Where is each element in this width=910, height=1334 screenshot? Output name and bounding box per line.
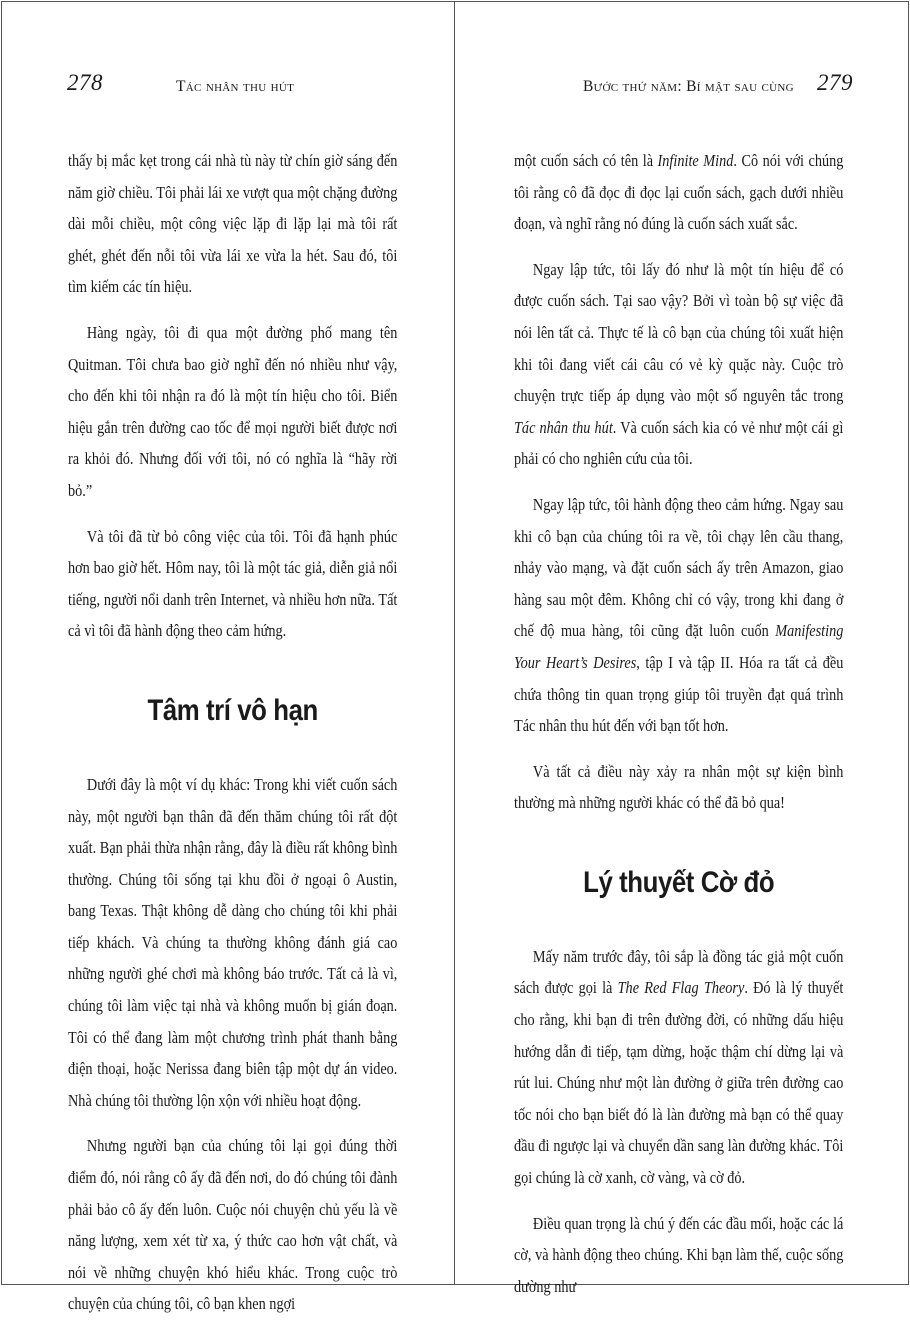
running-head: Bước thứ năm: Bí mật sau cùng [583, 78, 794, 95]
book-title: The Red Flag Theory [617, 978, 745, 998]
left-page [0, 0, 454, 1314]
paragraph-text: một cuốn sách có tên là [514, 151, 658, 170]
paragraph: Nhưng người bạn của chúng tôi lại gọi đúng thời điểm đó, nói rằng cô ấy đã đến nơi, do đó chúng tôi đành phải bảo cô ấy đến luôn. Cuộc nói chuyện chủ yếu là về năng lượng, xem xét từ xa, ý thức cao hơn vật chất, và nói về những chuyện khó hiểu khác. Trong cuộc trò chuyện của chúng tôi, cô bạn khen ngợi [68, 1136, 398, 1314]
paragraph-text: . Đó là lý thuyết cho rằng, khi bạn đi trên đường đời, có những dấu hiệu hướng dẫn đi tiếp, tạm dừng, hoặc thậm chí dừng lại và rút lui. Chúng như một làn đường ở giữa trên đường cao tốc nói cho bạn biết đó là làn đường mà bạn có thể quay đầu đi ngược lại và chuyển dần sang làn đường khác. Tôi gọi chúng là cờ xanh, cờ vàng, và cờ đỏ. [514, 978, 844, 1188]
running-head: Tác nhân thu hút [176, 78, 295, 95]
section-heading: Tâm trí vô hạn [147, 693, 318, 727]
page-number: 278 [67, 70, 103, 95]
paragraph: Và tất cả điều này xảy ra nhân một sự kiện bình thường mà những người khác có thể đã bỏ qua! [514, 761, 844, 813]
book-title: Tác nhân thu hút [514, 417, 613, 437]
section-heading: Lý thuyết Cờ đỏ [583, 865, 775, 899]
paragraph: Dưới đây là một ví dụ khác: Trong khi viết cuốn sách này, một người bạn thân đã đến thăm chúng tôi rất đột xuất. Bạn phải thừa nhận rằng, đây là điều rất không bình thường. Chúng tôi sống tại khu đồi ở ngoại ô Austin, bang Texas. Thật không dễ dàng cho chúng tôi khi phải tiếp khách. Và chúng ta thường không đánh giá cao những người ghé chơi mà không báo trước. Tất cả là vì, chúng tôi làm việc tại nhà và không muốn bị gián đoạn. Tôi có thể đang làm một chương trình phát thanh bằng điện thoại, hoặc Nerissa đang biên tập một dự án video. Nhà chúng tôi thường lộn xộn với nhiều hoạt động. [68, 774, 398, 1110]
paragraph-text: Ngay lập tức, tôi hành động theo cảm hứng. Ngay sau khi cô bạn của chúng tôi ra về, tôi chạy lên cầu thang, nhảy vào mạng, và đặt cuốn sách ấy trên Amazon, giao hàng sau một đêm. Không chỉ có vậy, trong khi đang ở chế độ mua hàng, tôi cũng đặt luôn cuốn [514, 494, 844, 641]
paragraph-text: . Cô nói với chúng tôi rằng cô đã đọc đi đọc lại cuốn sách, gạch dưới nhiều đoạn, và nghĩ rằng nó đúng là cuốn sách xuất sắc. [514, 151, 844, 234]
paragraph [514, 254, 843, 475]
paragraph [514, 489, 843, 742]
paragraph-text: . Và cuốn sách kia có vẻ như một cái gì phải có cho nghiên cứu của tôi. [514, 417, 844, 469]
paragraph [514, 145, 843, 240]
book-title: Infinite Mind [657, 151, 734, 170]
right-page [455, 0, 908, 1296]
paragraph: Điều quan trọng là chú ý đến các đầu mối, hoặc các lá cờ, và hành động theo chúng. Khi bạn làm thế, cuộc sống dường như [514, 1213, 844, 1296]
paragraph: thấy bị mắc kẹt trong cái nhà tù này từ chín giờ sáng đến năm giờ chiều. Tôi phải lái xe vượt qua một chặng đường dài mỗi chiều, một công việc lặp đi lặp lại mà tôi rất ghét, ghét đến nỗi tôi vừa lái xe vừa la hét. Sau đó, tôi tìm kiếm các tín hiệu. [68, 151, 398, 297]
paragraph: Và tôi đã từ bỏ công việc của tôi. Tôi đã hạnh phúc hơn bao giờ hết. Hôm nay, tôi là một tác giả, diễn giả nổi tiếng, người nổi danh trên Internet, và nhiều hơn nữa. Tất cả vì tôi đã hành động theo cảm hứng. [68, 526, 398, 641]
page-number: 279 [817, 70, 853, 95]
paragraph [514, 941, 843, 1194]
paragraph-text: , tập I và tập II. Hóa ra tất cả đều chứa thông tin quan trọng giúp tôi truyền đạt quá trình Tác nhân thu hút đến với bạn tốt hơn. [514, 652, 844, 736]
paragraph-text: Ngay lập tức, tôi lấy đó như là một tín hiệu để có được cuốn sách. Tại sao vậy? Bởi vì toàn bộ sự việc đã nói lên tất cả. Thực tế là cô bạn của chúng tôi xuất hiện khi tôi đang viết cái câu có vẻ kỳ quặc này. Cuộc trò chuyện trực tiếp áp dụng vào một số nguyên tắc trong [514, 259, 844, 406]
paragraph: Hàng ngày, tôi đi qua một đường phố mang tên Quitman. Tôi chưa bao giờ nghĩ đến nó nhiều như vậy, cho đến khi tôi nhận ra đó là một tín hiệu cho tôi. Biển hiệu gắn trên đường cao tốc để mọi người biết được nơi ra khỏi đó. Nhưng đối với tôi, nó có nghĩa là “hãy rời bỏ.” [68, 322, 398, 500]
paragraph-text: Mấy năm trước đây, tôi sắp là đồng tác giả một cuốn sách được gọi là [514, 946, 844, 998]
book-title: Manifesting Your Heart’s Desires [514, 621, 844, 672]
page-body [514, 145, 843, 1316]
page-body [68, 145, 397, 1334]
